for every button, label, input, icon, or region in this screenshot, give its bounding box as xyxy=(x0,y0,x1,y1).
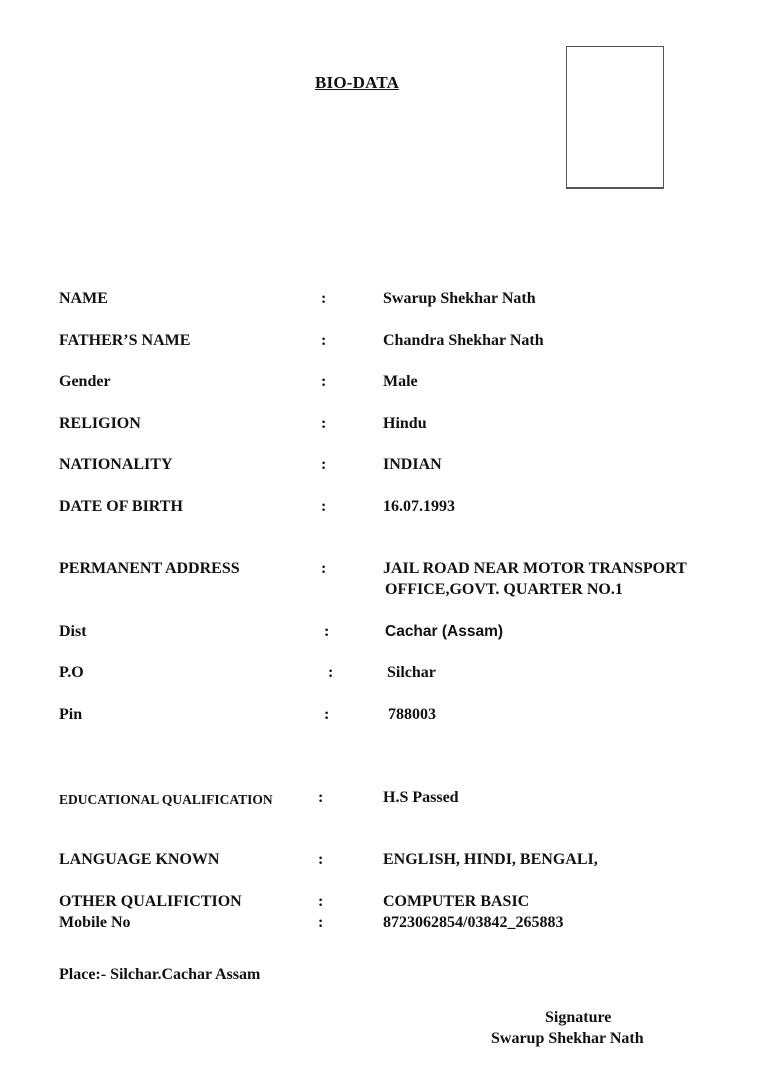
field-value: Swarup Shekhar Nath xyxy=(383,290,536,307)
field-colon: : xyxy=(321,456,327,473)
field-value: 16.07.1993 xyxy=(383,498,455,515)
field-label: Gender xyxy=(59,373,111,390)
field-value: H.S Passed xyxy=(383,789,459,806)
field-label: Dist xyxy=(59,623,87,640)
field-value: COMPUTER BASIC xyxy=(383,893,530,910)
field-label: LANGUAGE KNOWN xyxy=(59,851,220,868)
field-colon: : xyxy=(318,851,324,868)
field-colon: : xyxy=(324,623,330,640)
field-value: Chandra Shekhar Nath xyxy=(383,332,544,349)
field-label: FATHER’S NAME xyxy=(59,332,191,349)
field-colon: : xyxy=(321,290,327,307)
field-colon: : xyxy=(318,914,324,931)
field-value: INDIAN xyxy=(383,456,442,473)
page-title: BIO-DATA xyxy=(315,73,400,92)
field-label: P.O xyxy=(59,664,84,681)
field-label: EDUCATIONAL QUALIFICATION xyxy=(59,792,273,807)
signature-name: Swarup Shekhar Nath xyxy=(491,1030,644,1047)
field-colon: : xyxy=(328,664,334,681)
address-line-1: JAIL ROAD NEAR MOTOR TRANSPORT xyxy=(383,560,687,577)
field-label: PERMANENT ADDRESS xyxy=(59,560,240,577)
field-value: Hindu xyxy=(383,415,427,432)
field-label: Mobile No xyxy=(59,914,131,931)
field-label: RELIGION xyxy=(59,415,141,432)
field-colon: : xyxy=(321,498,327,515)
photo-placeholder xyxy=(566,46,664,189)
field-label: Pin xyxy=(59,706,83,723)
address-line-2: OFFICE,GOVT. QUARTER NO.1 xyxy=(385,581,623,598)
place-text: Place:- Silchar.Cachar Assam xyxy=(59,966,261,983)
field-colon: : xyxy=(321,415,327,432)
field-label: OTHER QUALIFICTION xyxy=(59,893,242,910)
field-value: ENGLISH, HINDI, BENGALI, xyxy=(383,851,598,868)
field-value: 788003 xyxy=(388,706,436,723)
field-colon: : xyxy=(324,706,330,723)
field-colon: : xyxy=(318,893,324,910)
field-colon: : xyxy=(318,789,324,806)
field-label: NATIONALITY xyxy=(59,456,173,473)
field-value: Silchar xyxy=(387,664,436,681)
field-colon: : xyxy=(321,332,327,349)
field-value: Cachar (Assam) xyxy=(385,623,504,640)
field-colon: : xyxy=(321,560,327,577)
field-label: DATE OF BIRTH xyxy=(59,498,183,515)
signature-label: Signature xyxy=(545,1009,612,1026)
field-colon: : xyxy=(321,373,327,390)
field-value: Male xyxy=(383,373,418,390)
field-label: NAME xyxy=(59,290,108,307)
field-value: 8723062854/03842_265883 xyxy=(383,914,564,931)
